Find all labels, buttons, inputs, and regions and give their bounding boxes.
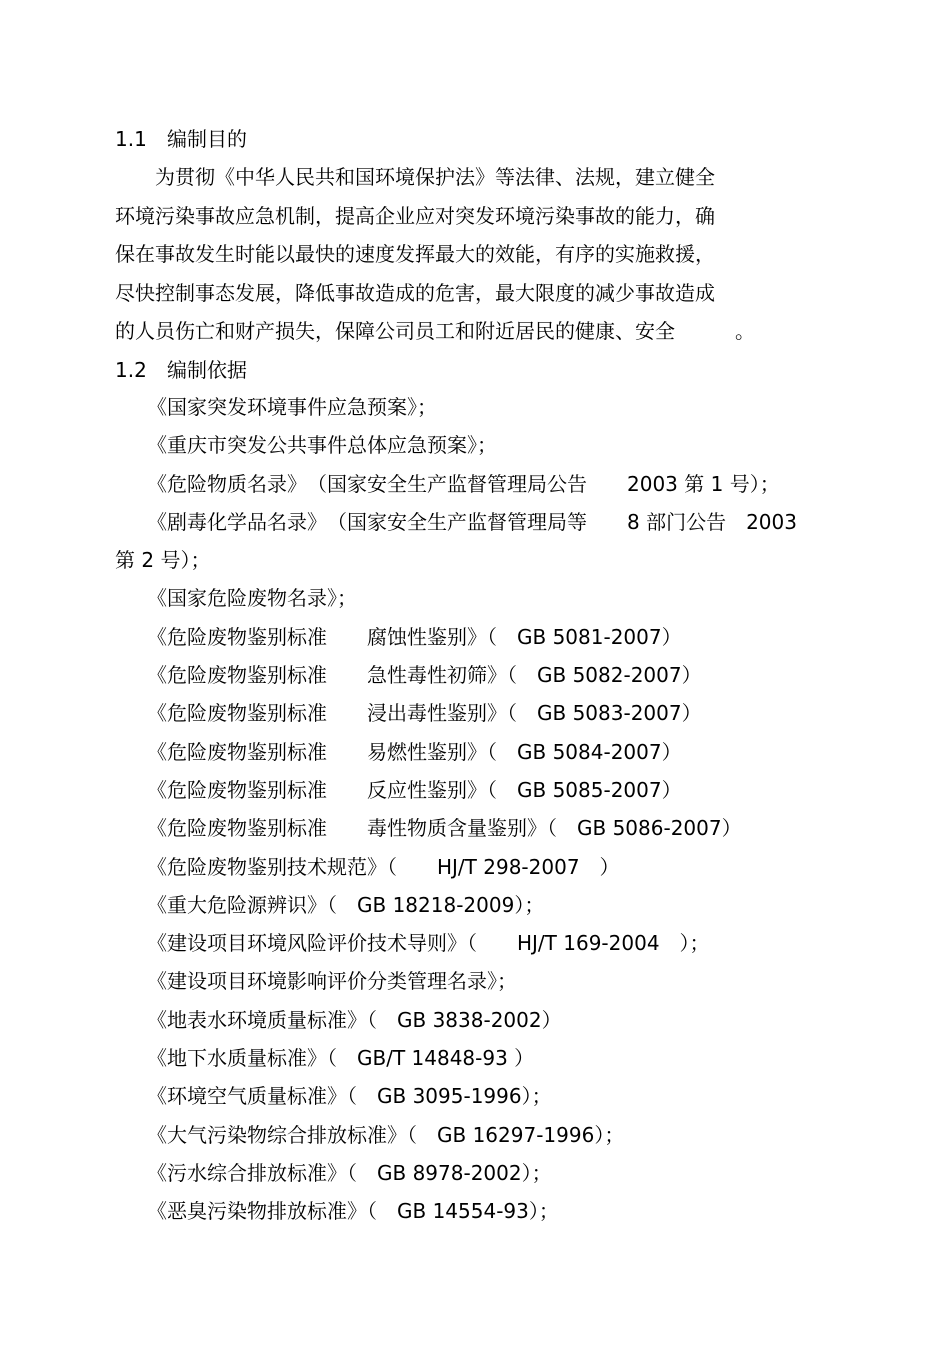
section-title: 编制目的	[167, 127, 247, 151]
paragraph-line: 环境污染事故应急机制，提高企业应对突发环境污染事故的能力，确	[115, 203, 715, 228]
paragraph-line: 的人员伤亡和财产损失，保障公司员工和附近居民的健康、安全 。	[115, 319, 755, 343]
reference-item: 《危险废物鉴别标准 反应性鉴别》（ GB 5085-2007）	[147, 777, 682, 802]
section-title: 编制依据	[167, 358, 247, 382]
reference-item: 《建设项目环境影响评价分类管理名录》；	[147, 969, 517, 994]
reference-item: 《危险废物鉴别技术规范》（ HJ/T 298-2007 ）	[147, 854, 620, 879]
reference-item: 《危险物质名录》 （国家安全生产监督管理局公告 2003 第 1 号）；	[147, 471, 780, 496]
paragraph-line: 保在事故发生时能以最快的速度发挥最大的效能，有序的实施救援，	[115, 242, 715, 266]
section-number: 1.2	[115, 358, 147, 382]
reference-item: 《重庆市突发公共事件总体应急预案》；	[147, 433, 497, 458]
reference-item: 《环境空气质量标准》（ GB 3095-1996）；	[147, 1084, 552, 1109]
reference-item: 《危险废物鉴别标准 腐蚀性鉴别》（ GB 5081-2007）	[147, 624, 682, 649]
reference-item: 《建设项目环境风险评价技术导则》（ HJ/T 169-2004 ）；	[147, 931, 710, 956]
section-heading-1-2	[115, 356, 247, 384]
purpose-paragraph	[115, 158, 815, 351]
reference-item: 《危险废物鉴别标准 易燃性鉴别》（ GB 5084-2007）	[147, 739, 682, 764]
paragraph-line: 尽快控制事态发展，降低事故造成的危害，最大限度的减少事故造成	[115, 280, 715, 305]
reference-item: 《污水综合排放标准》（ GB 8978-2002）；	[147, 1160, 552, 1185]
reference-item: 《危险废物鉴别标准 急性毒性初筛》（ GB 5082-2007）	[147, 663, 702, 688]
reference-item: 《大气污染物综合排放标准》（ GB 16297-1996）；	[147, 1122, 625, 1147]
reference-item: 《地表水环境质量标准》（ GB 3838-2002）	[147, 1007, 562, 1032]
reference-item: 《危险废物鉴别标准 浸出毒性鉴别》（ GB 5083-2007）	[147, 701, 702, 726]
reference-list	[115, 388, 915, 1231]
section-number: 1.1	[115, 127, 147, 151]
section-heading-1-1	[115, 125, 247, 153]
reference-item-continuation: 第 2 号）；	[115, 548, 211, 573]
reference-item: 《国家突发环境事件应急预案》；	[147, 395, 437, 419]
paragraph-line: 为贯彻《中华人民共和国环境保护法》等法律、法规，建立健全	[155, 165, 715, 189]
reference-item: 《重大危险源辨识》（ GB 18218-2009）；	[147, 892, 545, 917]
reference-item: 《国家危险废物名录》；	[147, 586, 357, 611]
reference-item: 《危险废物鉴别标准 毒性物质含量鉴别》（ GB 5086-2007）	[147, 816, 742, 841]
reference-item: 《地下水质量标准》（ GB/T 14848-93 ）	[147, 1046, 535, 1071]
reference-item: 《剧毒化学品名录》 （国家安全生产监督管理局等 8 部门公告 2003	[147, 509, 797, 534]
reference-item: 《恶臭污染物排放标准》（ GB 14554-93）；	[147, 1199, 559, 1224]
